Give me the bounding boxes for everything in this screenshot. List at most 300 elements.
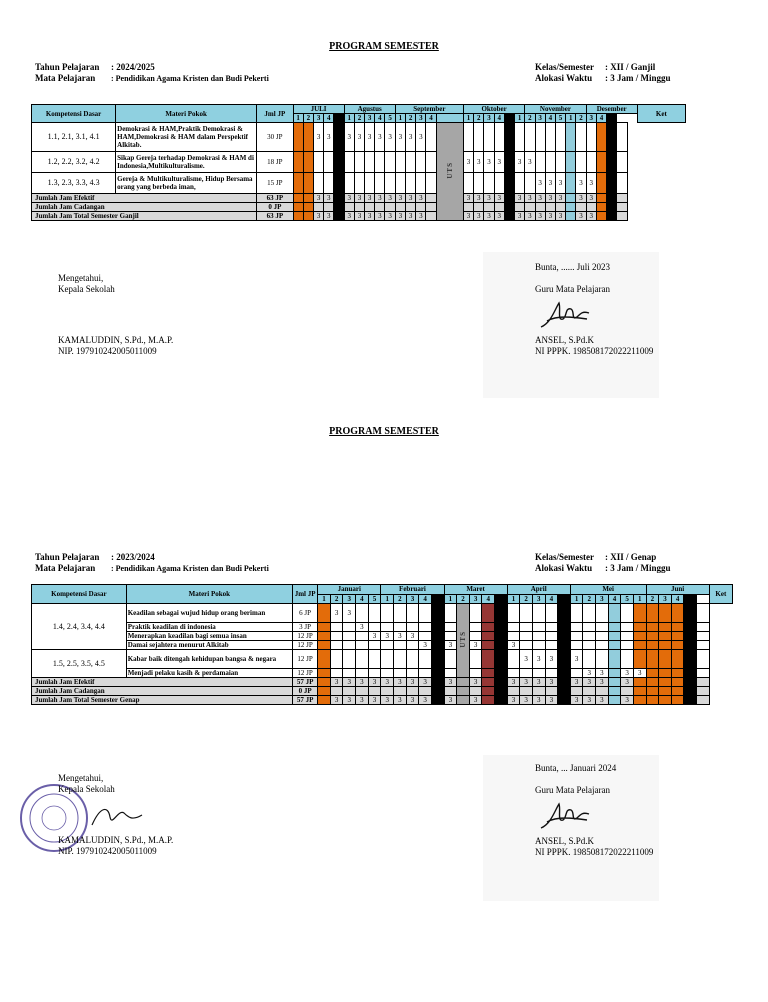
table-cell: 3: [368, 632, 381, 641]
table-cell: [394, 650, 407, 669]
tahun-label: Tahun Pelajaran: [35, 552, 100, 562]
table-cell: 3: [375, 194, 385, 203]
table-cell: [495, 696, 508, 705]
week-cell: [354, 152, 364, 173]
table-cell: [621, 641, 634, 650]
table-cell: [507, 623, 520, 632]
table-cell: [318, 632, 331, 641]
week-cell: [416, 173, 426, 194]
table-cell: 3: [394, 678, 407, 687]
week-cell: 3: [365, 114, 375, 123]
guru-name: ANSEL, S.Pd.K: [535, 335, 595, 345]
table-cell: [484, 203, 494, 212]
table-cell: 3: [444, 641, 457, 650]
table-cell: [431, 687, 444, 696]
table-cell: [482, 687, 495, 696]
week-cell: 2: [303, 114, 313, 123]
week-cell: 4: [324, 114, 334, 123]
week-cell: 4: [596, 114, 606, 123]
week-cell: [354, 173, 364, 194]
week-cell: 2: [330, 594, 343, 604]
table-cell: [684, 696, 697, 705]
mapel-value: : Pendidikan Agama Kristen dan Budi Pekerti: [111, 564, 269, 573]
table-cell: [368, 687, 381, 696]
table-cell: [583, 632, 596, 641]
table-cell: [381, 623, 394, 632]
mapel-value: : Pendidikan Agama Kristen dan Budi Pekerti: [111, 74, 269, 83]
week-cell: [365, 152, 375, 173]
kepsek-title: Kepala Sekolah: [58, 784, 115, 794]
week-cell: [515, 173, 525, 194]
table-cell: [474, 203, 484, 212]
week-cell: [375, 173, 385, 194]
table-cell: [507, 669, 520, 678]
week-cell: 1: [463, 114, 473, 123]
table-cell: [356, 669, 369, 678]
header-month: Februari: [381, 585, 444, 595]
table-cell: [608, 650, 621, 669]
table-cell: [343, 623, 356, 632]
week-cell: [395, 173, 405, 194]
table-cell: [330, 632, 343, 641]
table-cell: [621, 650, 634, 669]
ket-cell: [617, 152, 627, 173]
kd-cell: 1.5, 2.5, 3.5, 4.5: [32, 650, 127, 678]
week-cell: 3: [354, 123, 364, 152]
table-cell: [583, 604, 596, 623]
ket-cell: [617, 173, 627, 194]
table-cell: [596, 623, 609, 632]
week-cell: [586, 123, 596, 152]
table-cell: [608, 696, 621, 705]
week-cell: [436, 114, 463, 123]
week-cell: [463, 123, 473, 152]
table-cell: [494, 203, 504, 212]
week-cell: 2: [646, 594, 659, 604]
week-cell: 4: [356, 594, 369, 604]
table-cell: 3: [583, 696, 596, 705]
table-cell: [659, 678, 672, 687]
header-month: November: [525, 105, 586, 114]
week-cell: 5: [385, 114, 395, 123]
table-cell: [431, 696, 444, 705]
header-ket: Ket: [709, 585, 732, 604]
kd-cell: 1.1, 2.1, 3.1, 4.1: [32, 123, 116, 152]
week-cell: [566, 123, 576, 152]
table-cell: [495, 632, 508, 641]
table-cell: [394, 669, 407, 678]
table-cell: [646, 623, 659, 632]
place-date: Bunta, ... Januari 2024: [535, 763, 617, 773]
uts-column: [436, 123, 463, 221]
alokasi-label: Alokasi Waktu: [535, 563, 593, 573]
table-cell: [318, 678, 331, 687]
table-cell: 3: [356, 623, 369, 632]
table-cell: [406, 650, 419, 669]
table-cell: [646, 687, 659, 696]
table-cell: [318, 696, 331, 705]
table-cell: [431, 632, 444, 641]
table-cell: [633, 623, 646, 632]
week-cell: 1: [507, 594, 520, 604]
week-cell: 3: [494, 152, 504, 173]
table-cell: [697, 669, 710, 678]
sum-label: Jumlah Jam Total Semester Genap: [32, 696, 293, 705]
table-cell: 3: [406, 678, 419, 687]
table-cell: 3: [596, 669, 609, 678]
table-cell: [381, 641, 394, 650]
table-cell: [532, 632, 545, 641]
table-cell: [395, 203, 405, 212]
table-cell: [608, 678, 621, 687]
week-cell: [385, 173, 395, 194]
header-jp: Jml JP: [292, 585, 317, 604]
table-cell: [482, 696, 495, 705]
table-cell: [607, 212, 617, 221]
table-cell: [545, 669, 558, 678]
week-cell: [558, 594, 571, 604]
week-cell: 2: [405, 114, 415, 123]
kd-cell: 1.2, 2.2, 3.2, 4.2: [32, 152, 116, 173]
uts-label: UTS: [458, 631, 467, 648]
table-cell: [343, 669, 356, 678]
table-cell: [621, 632, 634, 641]
week-cell: [525, 123, 535, 152]
table-cell: [385, 203, 395, 212]
table-cell: [507, 604, 520, 623]
table-cell: [617, 203, 627, 212]
table-cell: [482, 623, 495, 632]
table-cell: [532, 669, 545, 678]
week-cell: 3: [375, 123, 385, 152]
sum-value: 57 JP: [292, 696, 317, 705]
table-cell: 3: [545, 650, 558, 669]
week-cell: [555, 123, 565, 152]
table-cell: [633, 641, 646, 650]
table-cell: [558, 623, 571, 632]
table-cell: 3: [494, 212, 504, 221]
header-ket: Ket: [637, 105, 685, 123]
table-cell: [646, 641, 659, 650]
table-cell: [576, 203, 586, 212]
table-cell: [659, 669, 672, 678]
week-cell: 1: [344, 114, 354, 123]
week-cell: 3: [313, 123, 323, 152]
table-cell: [406, 641, 419, 650]
table-cell: [520, 641, 533, 650]
table-cell: 3: [520, 678, 533, 687]
table-cell: [444, 632, 457, 641]
materi-cell: Damai sejahtera menurut Alkitab: [126, 641, 292, 650]
table-cell: [504, 203, 514, 212]
table-cell: [525, 203, 535, 212]
table-cell: 3: [385, 212, 395, 221]
week-cell: 5: [621, 594, 634, 604]
table-cell: 3: [484, 194, 494, 203]
week-cell: 4: [608, 594, 621, 604]
week-cell: 1: [566, 114, 576, 123]
table-cell: [697, 641, 710, 650]
table-cell: [583, 650, 596, 669]
header-month: April: [507, 585, 570, 595]
kepsek-nip: NIP. 197910242005011009: [58, 846, 157, 856]
table-cell: [684, 632, 697, 641]
week-cell: 3: [469, 594, 482, 604]
table-cell: [482, 641, 495, 650]
week-cell: 3: [586, 173, 596, 194]
table-cell: [558, 604, 571, 623]
table-cell: 3: [406, 696, 419, 705]
table-cell: [596, 212, 606, 221]
kd-cell: 1.4, 2.4, 3.4, 4.4: [32, 604, 127, 650]
table-cell: [646, 669, 659, 678]
week-cell: [596, 123, 606, 152]
table-cell: 3: [525, 194, 535, 203]
table-cell: [495, 604, 508, 623]
table-cell: 3: [583, 669, 596, 678]
week-cell: [684, 594, 697, 604]
table-cell: [318, 687, 331, 696]
info-left-genap: [35, 552, 269, 574]
table-cell: 3: [535, 194, 545, 203]
week-cell: 3: [484, 114, 494, 123]
table-cell: [419, 632, 432, 641]
table-cell: [558, 632, 571, 641]
week-cell: [535, 123, 545, 152]
week-cell: [596, 173, 606, 194]
kepsek-nip: NIP. 197910242005011009: [58, 346, 157, 356]
table-cell: [684, 650, 697, 669]
week-cell: 2: [457, 594, 470, 604]
table-cell: [697, 604, 710, 623]
week-cell: [344, 152, 354, 173]
materi-cell: Menjadi pelaku kasih & perdamaian: [126, 669, 292, 678]
week-cell: [495, 594, 508, 604]
table-cell: [444, 669, 457, 678]
jp-cell: 3 JP: [292, 623, 317, 632]
table-cell: [394, 641, 407, 650]
table-cell: [368, 623, 381, 632]
week-cell: [303, 173, 313, 194]
week-cell: 1: [318, 594, 331, 604]
table-cell: [381, 650, 394, 669]
week-cell: [566, 152, 576, 173]
table-cell: [659, 604, 672, 623]
table-cell: [368, 604, 381, 623]
uts-label: UTS: [445, 162, 454, 179]
jp-cell: 12 JP: [292, 669, 317, 678]
week-cell: 1: [293, 114, 303, 123]
week-cell: 5: [555, 114, 565, 123]
alokasi-label: Alokasi Waktu: [535, 73, 593, 83]
table-cell: [504, 194, 514, 203]
table-cell: [684, 623, 697, 632]
schedule-table-genap: [31, 584, 733, 705]
table-cell: [596, 650, 609, 669]
week-cell: [525, 173, 535, 194]
table-cell: [608, 687, 621, 696]
table-cell: [684, 669, 697, 678]
table-cell: [520, 669, 533, 678]
materi-cell: Sikap Gereja terhadap Demokrasi & HAM di Indonesia,Multikulturalisme.: [116, 152, 257, 173]
table-cell: 3: [507, 678, 520, 687]
week-cell: 3: [545, 173, 555, 194]
week-cell: 3: [535, 114, 545, 123]
table-cell: 3: [394, 632, 407, 641]
header-mp: Materi Pokok: [116, 105, 257, 123]
info-right-ganjil: [535, 62, 671, 84]
week-cell: 4: [494, 114, 504, 123]
header-month: September: [395, 105, 463, 114]
week-cell: [545, 152, 555, 173]
table-cell: 3: [343, 604, 356, 623]
table-cell: [671, 696, 684, 705]
table-cell: 3: [520, 696, 533, 705]
table-cell: [482, 604, 495, 623]
table-cell: [586, 203, 596, 212]
table-cell: [671, 604, 684, 623]
jp-cell: 30 JP: [257, 123, 293, 152]
table-cell: [482, 632, 495, 641]
table-cell: [330, 687, 343, 696]
table-cell: [406, 669, 419, 678]
week-cell: 3: [416, 123, 426, 152]
table-cell: [293, 194, 303, 203]
table-cell: [419, 650, 432, 669]
week-cell: [494, 173, 504, 194]
table-cell: 3: [570, 696, 583, 705]
week-cell: [303, 123, 313, 152]
table-cell: [318, 669, 331, 678]
week-cell: [576, 152, 586, 173]
uts-column: [457, 604, 470, 678]
header-month: Agustus: [344, 105, 395, 114]
week-cell: 3: [555, 173, 565, 194]
sum-value: 63 JP: [257, 212, 293, 221]
table-cell: [646, 632, 659, 641]
table-cell: [671, 632, 684, 641]
header-month: Mei: [570, 585, 646, 595]
table-cell: 3: [576, 212, 586, 221]
table-cell: 3: [313, 194, 323, 203]
table-cell: 3: [596, 678, 609, 687]
table-cell: 3: [621, 669, 634, 678]
table-cell: [318, 623, 331, 632]
table-cell: [558, 641, 571, 650]
week-cell: [293, 123, 303, 152]
week-cell: 3: [343, 594, 356, 604]
table-cell: [330, 669, 343, 678]
table-cell: [343, 641, 356, 650]
table-cell: [406, 604, 419, 623]
table-cell: [697, 696, 710, 705]
sum-label: Jumlah Jam Efektif: [32, 678, 293, 687]
table-cell: [596, 604, 609, 623]
week-cell: [324, 173, 334, 194]
tahun-label: Tahun Pelajaran: [35, 62, 100, 72]
table-cell: 3: [545, 696, 558, 705]
table-cell: [431, 669, 444, 678]
table-cell: [431, 650, 444, 669]
table-cell: [354, 203, 364, 212]
week-cell: [334, 152, 344, 173]
week-cell: 4: [671, 594, 684, 604]
jp-cell: 12 JP: [292, 641, 317, 650]
table-cell: [583, 641, 596, 650]
table-cell: [659, 650, 672, 669]
sum-label: Jumlah Jam Total Semester Ganjil: [32, 212, 257, 221]
kepsek-signature: [58, 795, 173, 835]
sum-label: Jumlah Jam Cadangan: [32, 203, 257, 212]
week-cell: [504, 123, 514, 152]
signature-left-ganjil: [58, 273, 173, 357]
week-cell: 3: [324, 123, 334, 152]
table-cell: [633, 604, 646, 623]
table-cell: [535, 203, 545, 212]
table-cell: [570, 669, 583, 678]
week-cell: [555, 152, 565, 173]
table-cell: [381, 669, 394, 678]
table-cell: [545, 623, 558, 632]
week-cell: [334, 114, 344, 123]
table-cell: 3: [444, 696, 457, 705]
table-cell: 3: [444, 678, 457, 687]
week-cell: 4: [482, 594, 495, 604]
table-cell: [671, 687, 684, 696]
week-cell: [293, 152, 303, 173]
week-cell: 3: [395, 123, 405, 152]
table-cell: 3: [313, 212, 323, 221]
week-cell: [515, 123, 525, 152]
table-cell: [646, 696, 659, 705]
materi-cell: Praktik keadilan di indonesia: [126, 623, 292, 632]
table-cell: [444, 687, 457, 696]
table-cell: 3: [394, 696, 407, 705]
table-cell: [495, 650, 508, 669]
table-cell: 3: [368, 678, 381, 687]
table-cell: 3: [596, 696, 609, 705]
table-cell: [558, 650, 571, 669]
kelas-label: Kelas/Semester: [535, 552, 594, 562]
table-cell: 3: [395, 212, 405, 221]
table-cell: [419, 687, 432, 696]
jp-cell: 6 JP: [292, 604, 317, 623]
table-cell: [405, 203, 415, 212]
table-cell: 3: [324, 194, 334, 203]
table-cell: 3: [330, 696, 343, 705]
table-cell: [495, 687, 508, 696]
table-cell: [555, 203, 565, 212]
table-cell: [566, 203, 576, 212]
table-cell: 3: [416, 212, 426, 221]
table-cell: [330, 641, 343, 650]
table-cell: [671, 650, 684, 669]
table-cell: [532, 641, 545, 650]
header-jp: Jml JP: [257, 105, 293, 123]
table-cell: [520, 687, 533, 696]
table-cell: 3: [419, 641, 432, 650]
table-cell: [504, 212, 514, 221]
table-cell: [520, 604, 533, 623]
table-cell: [633, 687, 646, 696]
handwritten-signature: [535, 295, 653, 335]
header-month: Januari: [318, 585, 381, 595]
jp-cell: 12 JP: [292, 650, 317, 669]
jp-cell: 18 JP: [257, 152, 293, 173]
week-cell: [596, 152, 606, 173]
week-cell: 3: [474, 152, 484, 173]
week-cell: 1: [515, 114, 525, 123]
